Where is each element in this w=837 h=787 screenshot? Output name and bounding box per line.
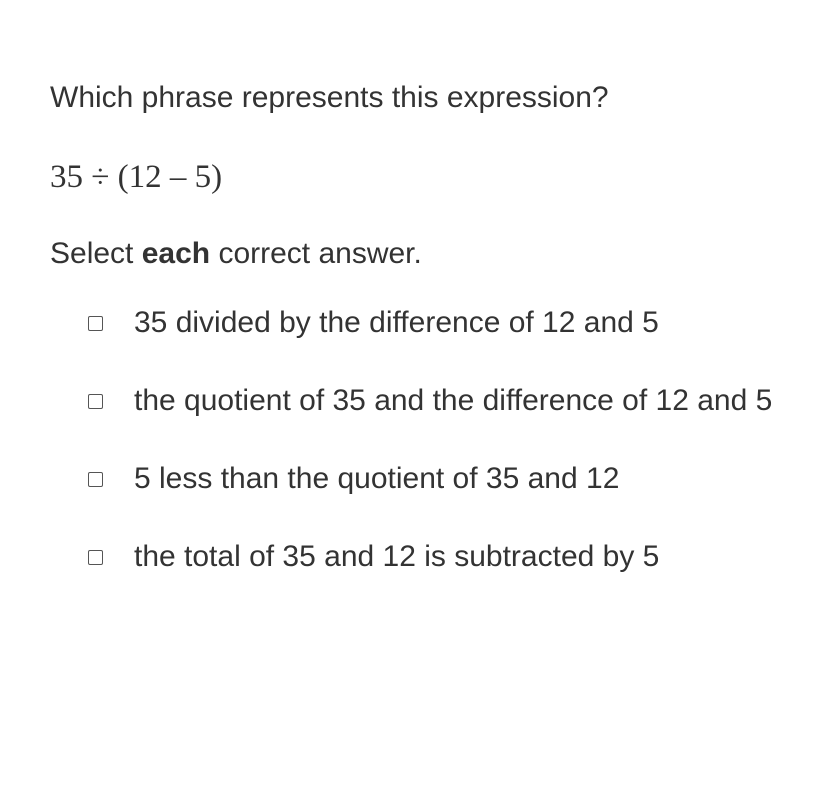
answer-choice-2[interactable]	[88, 381, 772, 421]
checkbox-icon[interactable]	[88, 550, 103, 565]
answer-choice-label: 35 divided by the difference of 12 and 5	[134, 306, 659, 339]
answer-choice-3[interactable]	[88, 459, 619, 499]
checkbox-icon[interactable]	[88, 472, 103, 487]
answer-choice-label: the quotient of 35 and the difference of 12 and 5	[134, 384, 773, 417]
instruction-emphasis: each	[141, 237, 211, 270]
answer-choice-4[interactable]	[88, 537, 659, 577]
instruction-suffix: correct answer.	[210, 237, 422, 270]
answer-choice-1[interactable]	[88, 303, 659, 343]
question-prompt: Which phrase represents this expression?	[50, 81, 609, 114]
answer-choice-label: the total of 35 and 12 is subtracted by 5	[134, 540, 660, 573]
answer-choice-label: 5 less than the quotient of 35 and 12	[134, 462, 620, 495]
instruction-prefix: Select	[50, 237, 142, 270]
checkbox-icon[interactable]	[88, 394, 103, 409]
math-expression: 35 ÷ (12 – 5)	[50, 159, 223, 195]
checkbox-icon[interactable]	[88, 316, 103, 331]
